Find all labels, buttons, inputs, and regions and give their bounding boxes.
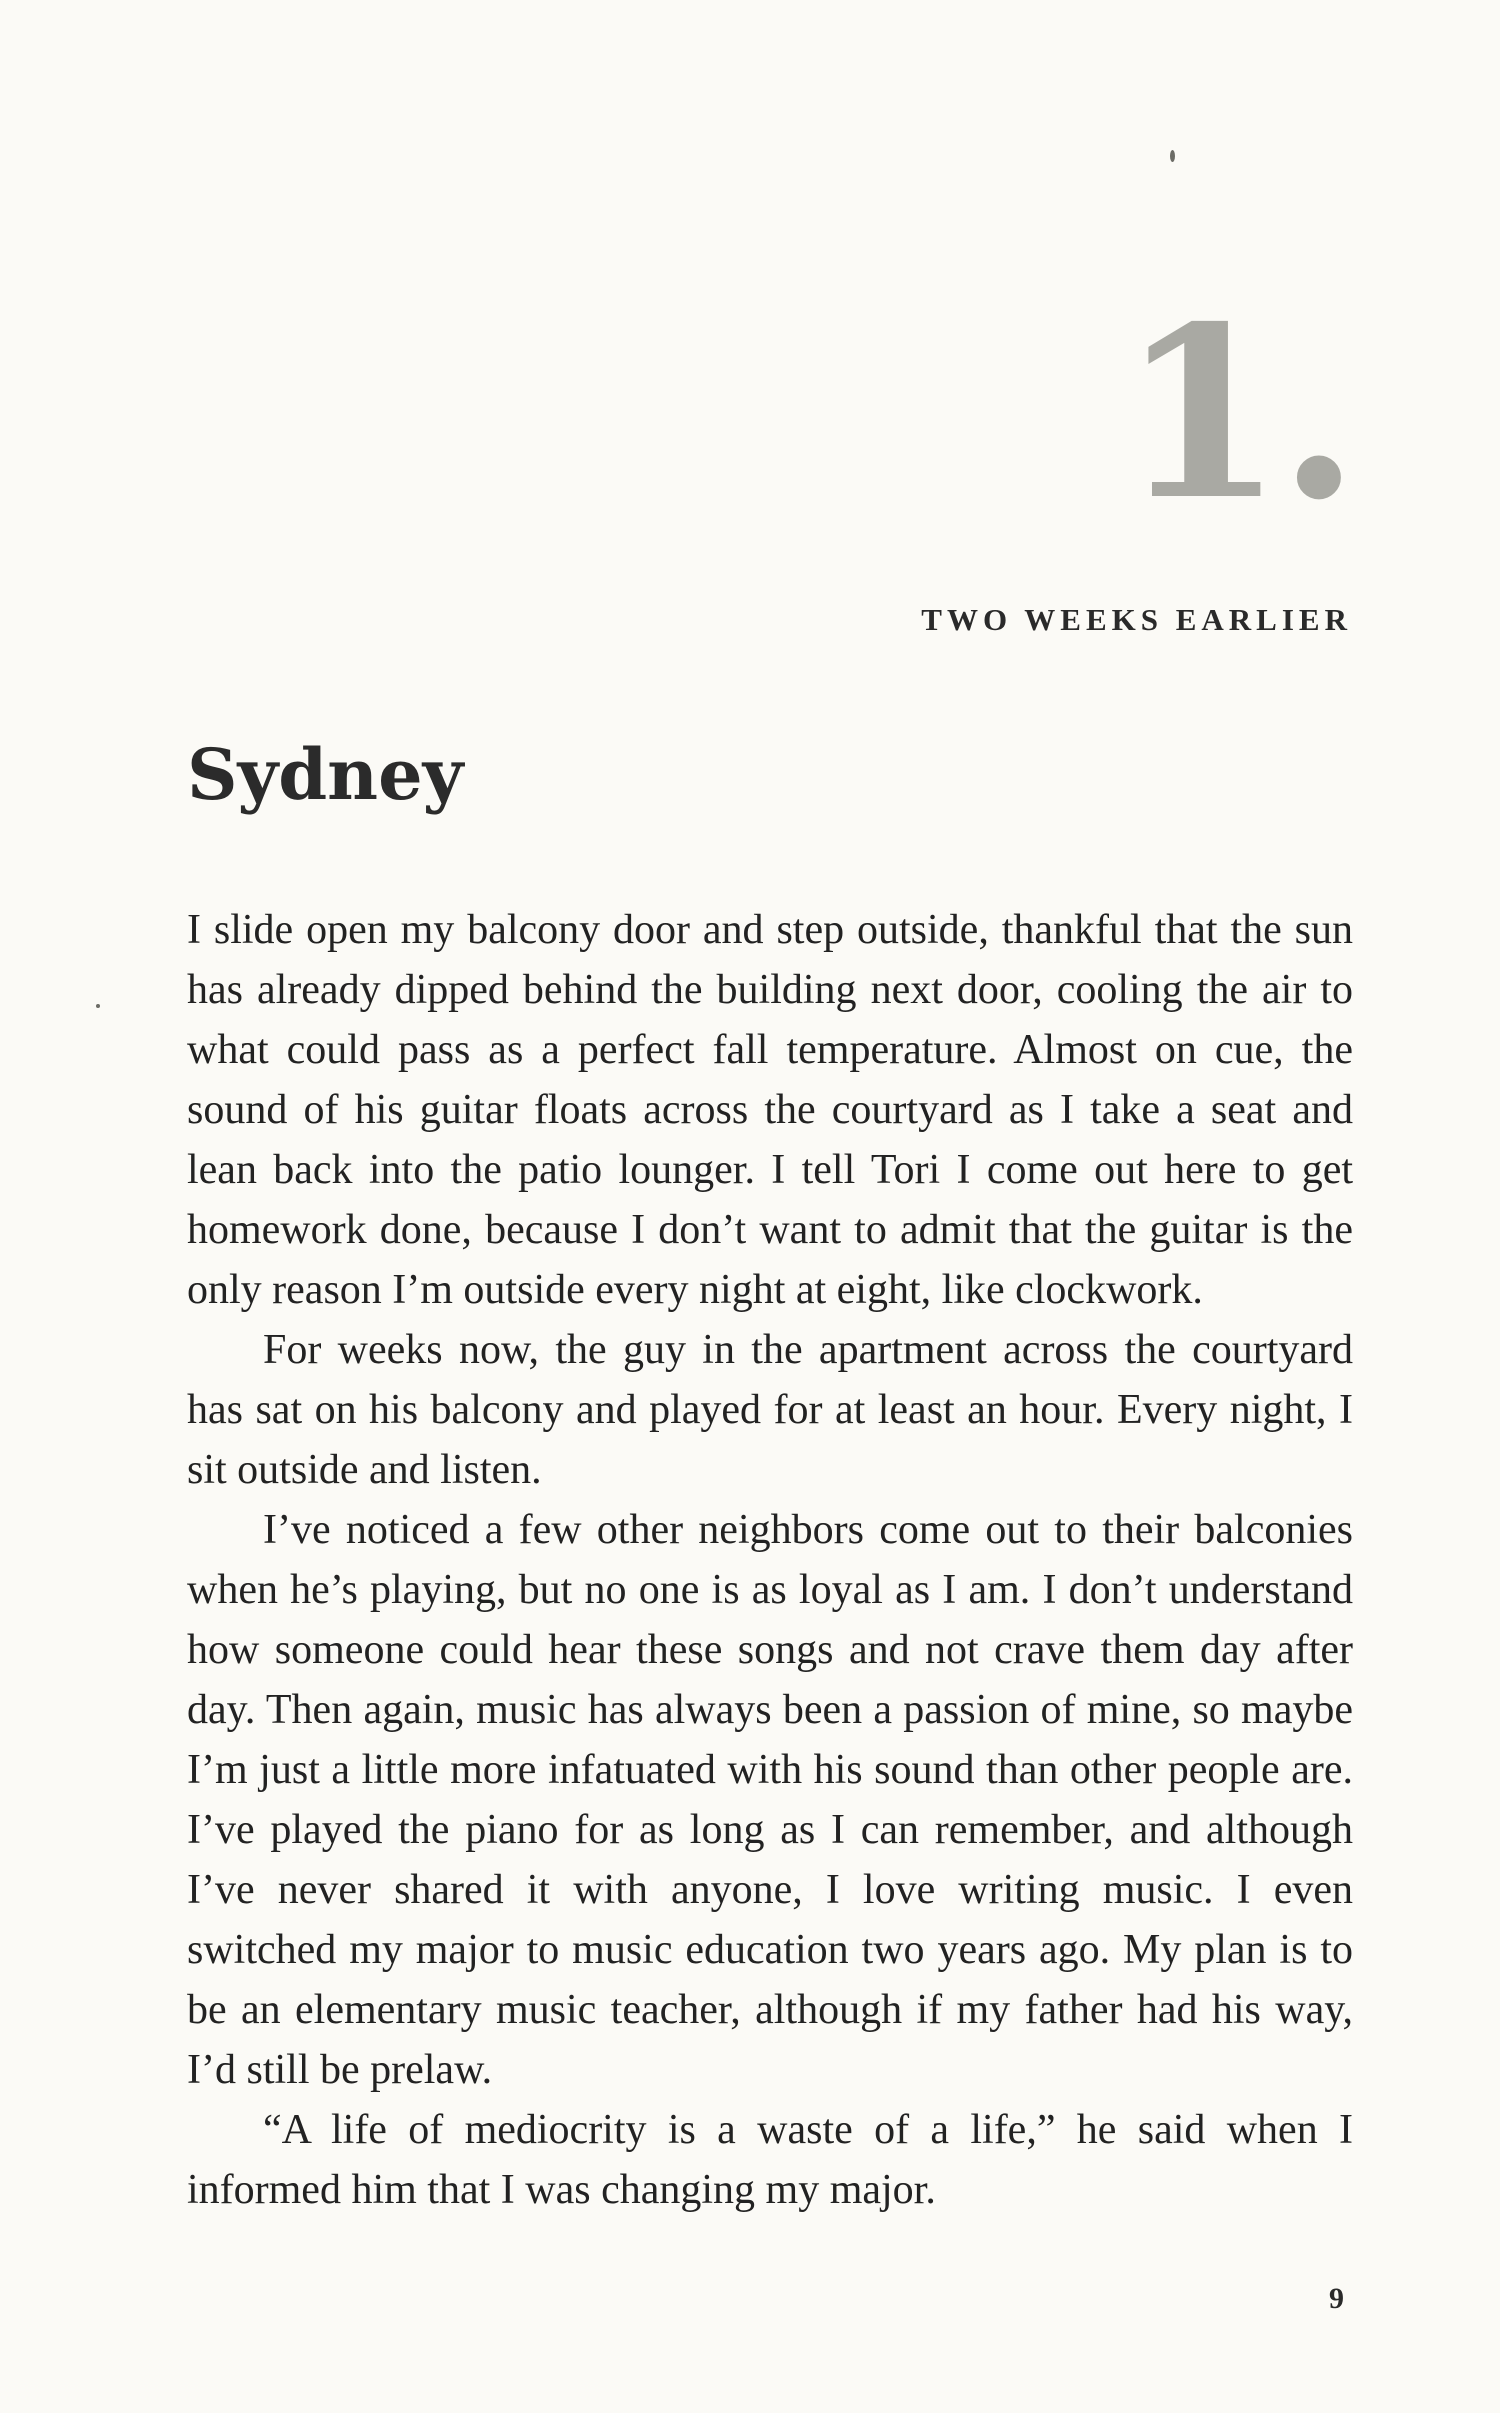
chapter-number: 1. bbox=[1119, 274, 1354, 552]
print-speck bbox=[96, 1004, 100, 1008]
pov-heading: Sydney bbox=[187, 733, 464, 816]
paragraph: For weeks now, the guy in the apartment across the courtyard has sat on his balcony and played for at least an hour. Every night, I sit outside and listen. bbox=[187, 1327, 1353, 1493]
paragraph: “A life of mediocrity is a waste of a life,” he said when I informed him that I was changing my major. bbox=[187, 2107, 1353, 2213]
body-text bbox=[187, 900, 1353, 2220]
chapter-subtitle: TWO WEEKS EARLIER bbox=[921, 602, 1352, 637]
print-speck bbox=[1170, 150, 1175, 162]
paragraph: I slide open my balcony door and step outside, thankful that the sun has already dipped behind the building next door, cooling the air to what could pass as a perfect fall temperature. Almost on cue, the sound of his guitar floats across the courtyard as I take a seat and lean back into the patio lounger. I tell Tori I come out here to get homework done, because I don’t want to admit that the guitar is the only reason I’m outside every night at eight, like clockwork. bbox=[187, 907, 1353, 1313]
page-number: 9 bbox=[1329, 2282, 1344, 2315]
paragraph: I’ve noticed a few other neighbors come out to their balconies when he’s playing, but no one is as loyal as I am. I don’t understand how someone could hear these songs and not crave them day after day. Then again, music has always been a passion of mine, so maybe I’m just a little more infatuated with his sound than other people are. I’ve played the piano for as long as I can remember, and although I’ve never shared it with anyone, I love writing music. I even switched my major to music education two years ago. My plan is to be an elementary music teacher, although if my father had his way, I’d still be prelaw. bbox=[187, 1507, 1353, 2093]
